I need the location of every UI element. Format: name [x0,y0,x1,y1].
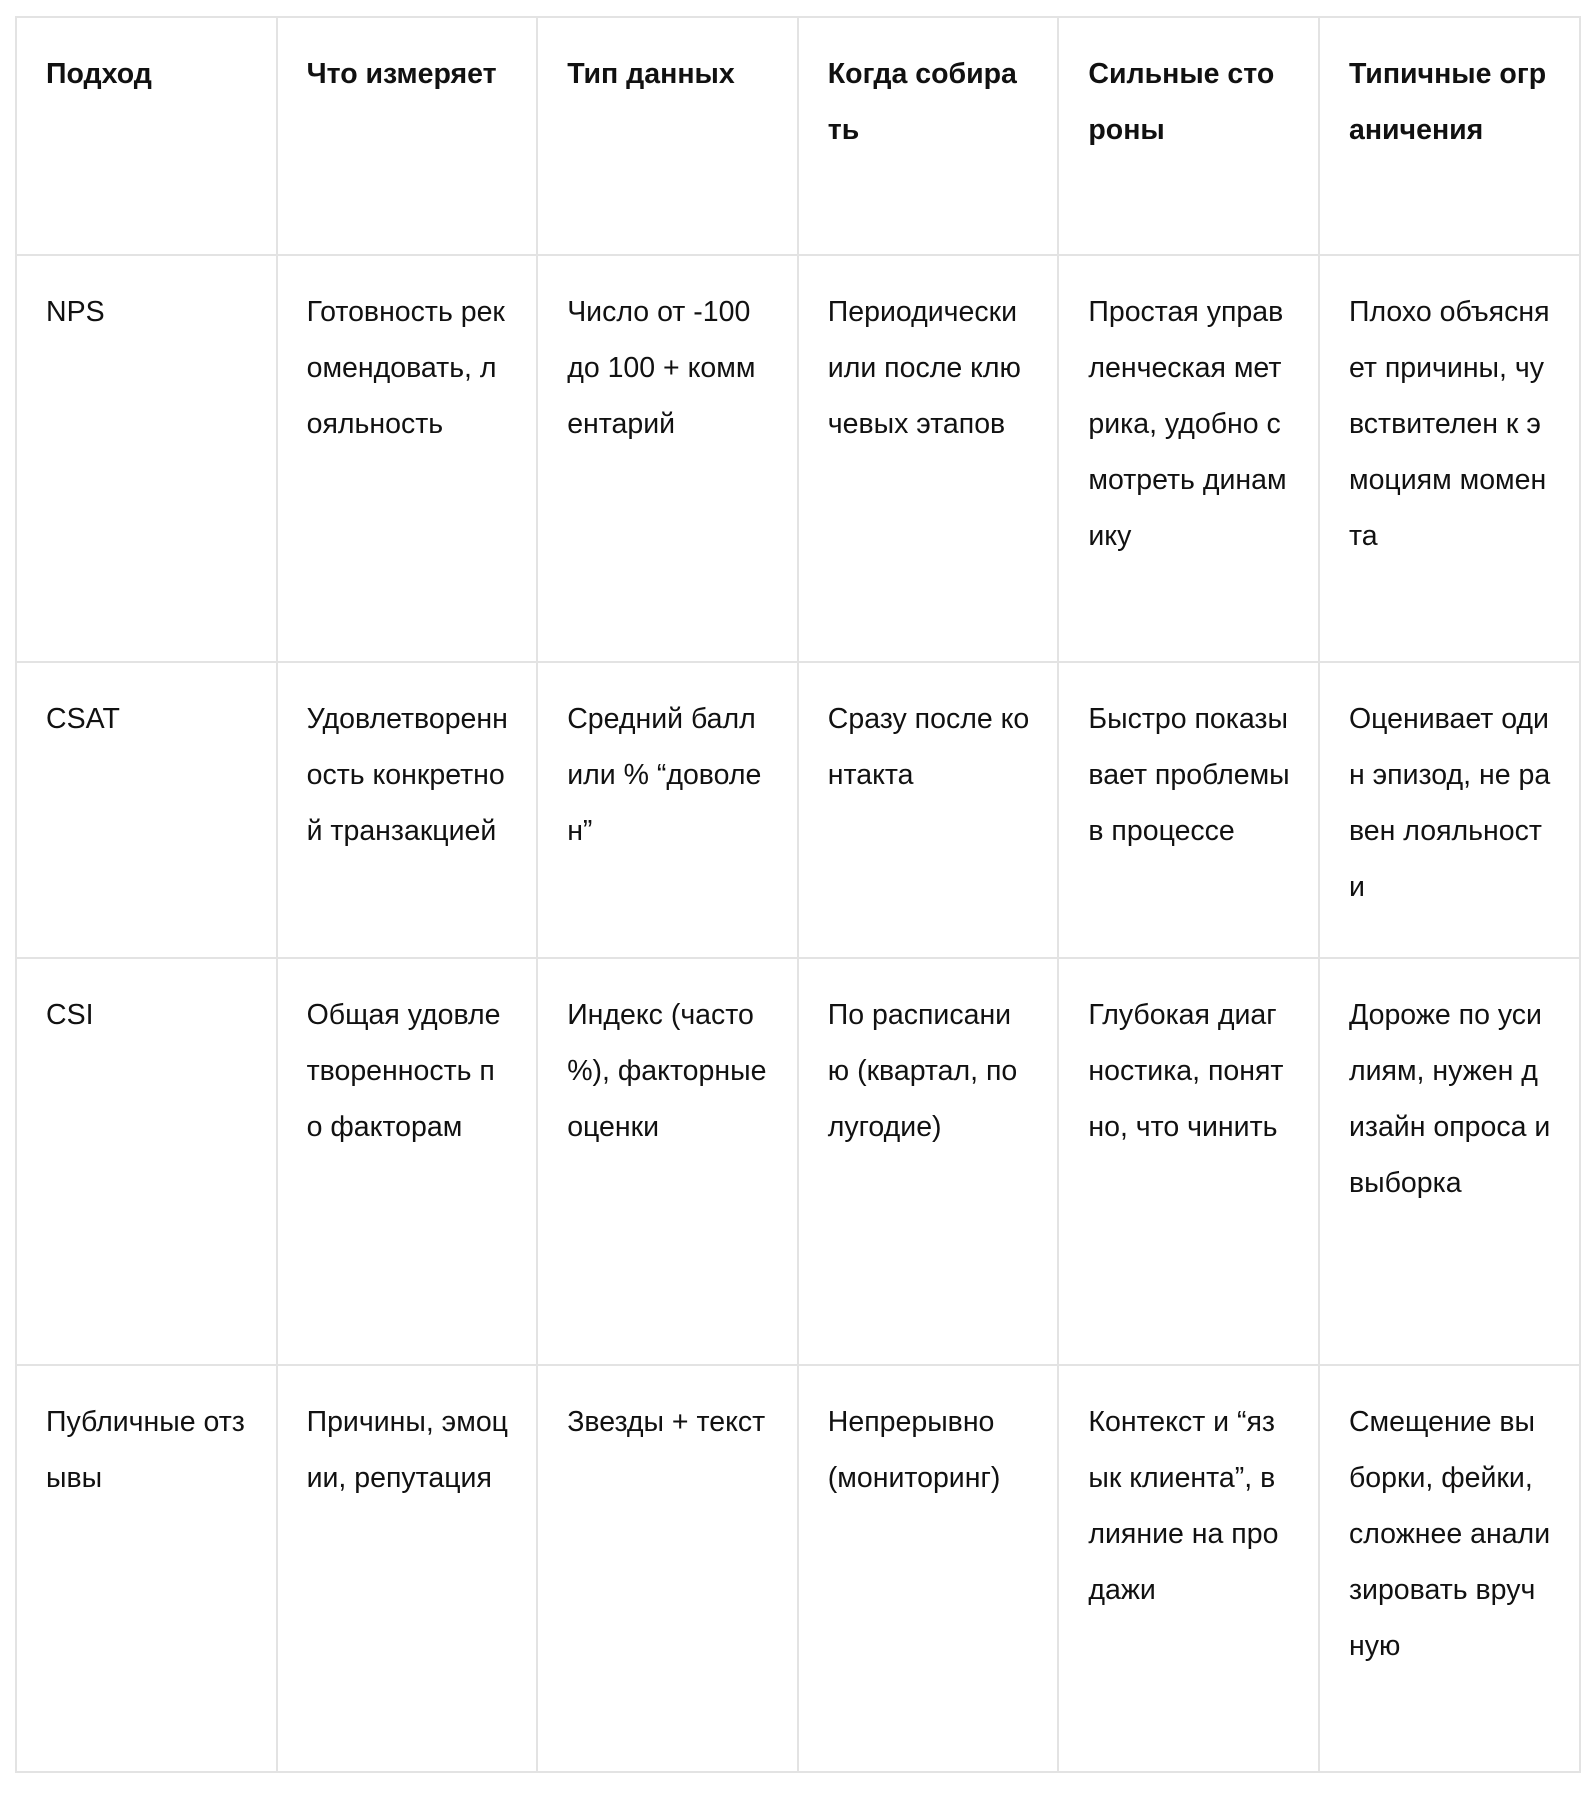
cell-approach: CSI [16,958,277,1365]
cell-strengths: Глубокая диагностика, понятно, что чинить [1058,958,1319,1365]
cell-approach: CSAT [16,662,277,958]
cell-what-measures: Удовлетворенность конкретной транзакцией [277,662,538,958]
header-data-type: Тип данных [537,17,798,255]
table-row [16,958,1580,1365]
header-when-to-collect: Когда собирать [798,17,1059,255]
header-limitations: Типичные ограничения [1319,17,1580,255]
table-body [16,255,1580,1772]
cell-strengths: Простая управленческая метрика, удобно смотреть динамику [1058,255,1319,662]
comparison-table-container [15,16,1579,1773]
cell-limitations: Оценивает один эпизод, не равен лояльности [1319,662,1580,958]
cell-strengths: Контекст и “язык клиента”, влияние на продажи [1058,1365,1319,1772]
cell-what-measures: Причины, эмоции, репутация [277,1365,538,1772]
table-row [16,255,1580,662]
table-row [16,662,1580,958]
table-row [16,1365,1580,1772]
cell-approach: Публичные отзывы [16,1365,277,1772]
cell-data-type: Звезды + текст [537,1365,798,1772]
cell-strengths: Быстро показывает проблемы в процессе [1058,662,1319,958]
cell-data-type: Индекс (часто %), факторные оценки [537,958,798,1365]
header-row [16,17,1580,255]
header-approach: Подход [16,17,277,255]
cell-limitations: Смещение выборки, фейки, сложнее анализировать вручную [1319,1365,1580,1772]
cell-when-to-collect: Сразу после контакта [798,662,1059,958]
table-header [16,17,1580,255]
cell-data-type: Число от -100 до 100 + комментарий [537,255,798,662]
cell-limitations: Дороже по усилиям, нужен дизайн опроса и выборка [1319,958,1580,1365]
cell-data-type: Средний балл или % “доволен” [537,662,798,958]
comparison-table [15,16,1581,1773]
cell-when-to-collect: Непрерывно (мониторинг) [798,1365,1059,1772]
cell-what-measures: Готовность рекомендовать, лояльность [277,255,538,662]
header-strengths: Сильные стороны [1058,17,1319,255]
cell-approach: NPS [16,255,277,662]
cell-when-to-collect: Периодически или после ключевых этапов [798,255,1059,662]
cell-limitations: Плохо объясняет причины, чувствителен к эмоциям момента [1319,255,1580,662]
cell-what-measures: Общая удовлетворенность по факторам [277,958,538,1365]
cell-when-to-collect: По расписанию (квартал, полугодие) [798,958,1059,1365]
header-what-measures: Что измеряет [277,17,538,255]
